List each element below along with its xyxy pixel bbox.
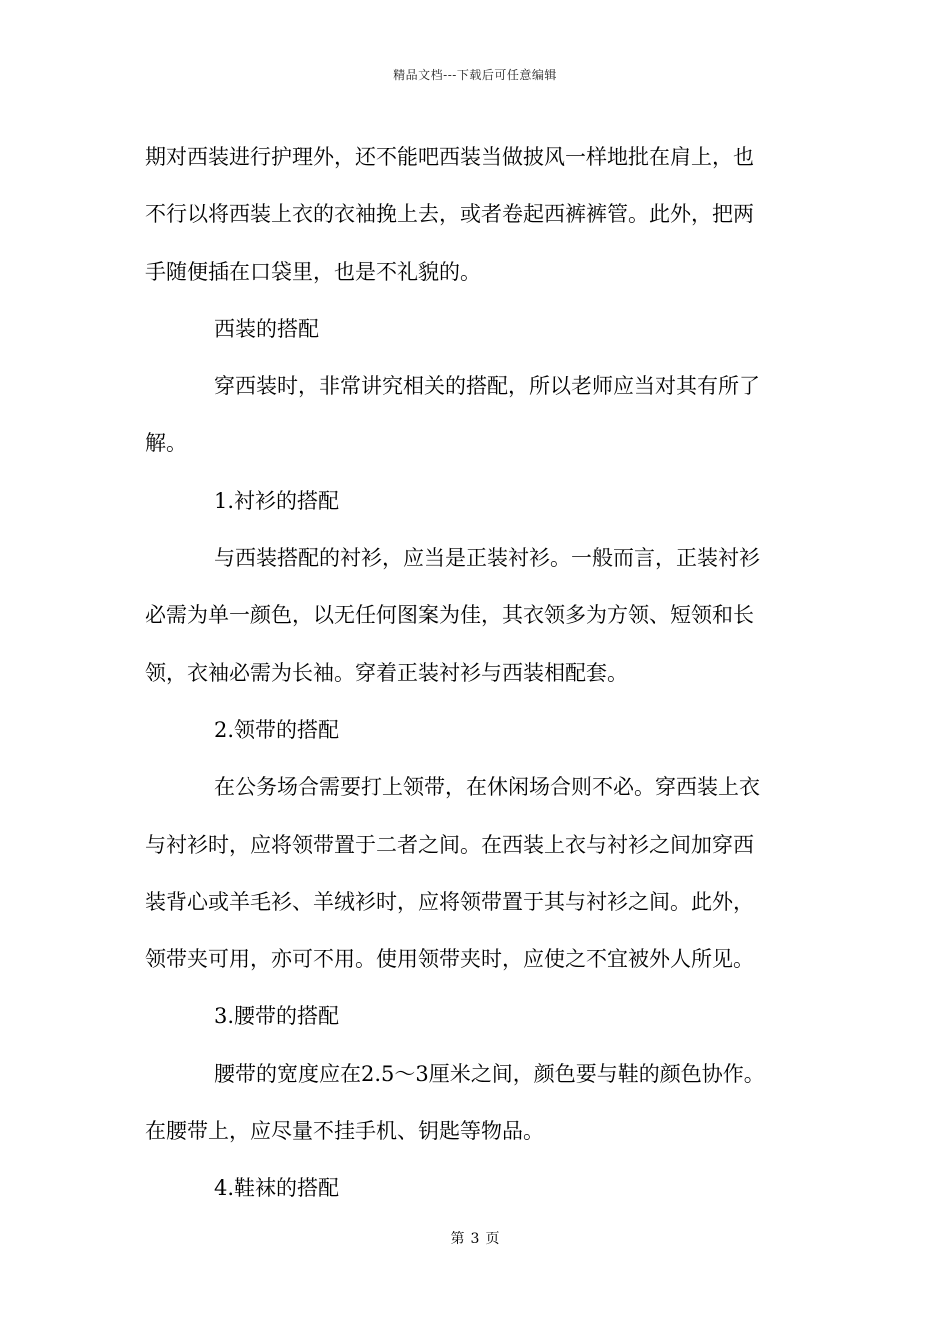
body-line: 期对西装进行护理外，还不能吧西装当做披风一样地批在肩上，也: [145, 145, 754, 169]
subsection-heading: 3.腰带的搭配: [214, 1004, 340, 1029]
page-header: 精品文档---下载后可任意编辑: [393, 68, 557, 82]
body-line: 必需为单一颜色，以无任何图案为佳，其衣领多为方领、短领和长: [145, 603, 754, 628]
body-line: 不行以将西装上衣的衣袖挽上去，或者卷起西裤裤管。此外，把两: [145, 202, 754, 227]
page-footer: [0, 1228, 950, 1248]
page-suffix: 页: [485, 1231, 500, 1247]
body-line: 解。: [145, 431, 187, 456]
body-line: 与衬衫时，应将领带置于二者之间。在西装上衣与衬衫之间加穿西: [145, 832, 754, 857]
subsection-heading: 1.衬衫的搭配: [214, 488, 340, 513]
body-line: 手随便插在口袋里，也是不礼貌的。: [145, 259, 481, 284]
body-line: 穿西装时，非常讲究相关的搭配，所以老师应当对其有所了: [214, 374, 760, 399]
section-heading: 西装的搭配: [214, 316, 319, 341]
body-line: 在腰带上，应尽量不挂手机、钥匙等物品。: [145, 1119, 544, 1144]
body-line: 在公务场合需要打上领带，在休闲场合则不必。穿西装上衣: [214, 775, 760, 800]
body-line: 装背心或羊毛衫、羊绒衫时，应将领带置于其与衬衫之间。此外，: [145, 889, 754, 914]
body-line: 腰带的宽度应在2.5～3厘米之间，颜色要与鞋的颜色协作。: [214, 1061, 765, 1086]
body-line: 领带夹可用，亦可不用。使用领带夹时，应使之不宜被外人所见。: [145, 947, 754, 972]
subsection-heading: 4.鞋袜的搭配: [214, 1176, 340, 1201]
document-body: [145, 129, 810, 1218]
page-prefix: 第: [450, 1231, 465, 1247]
page-number: 3: [470, 1231, 480, 1247]
body-line: 领，衣袖必需为长袖。穿着正装衬衫与西装相配套。: [145, 660, 628, 685]
body-line: 与西装搭配的衬衫，应当是正装衬衫。一般而言，正装衬衫: [214, 546, 760, 571]
subsection-heading: 2.领带的搭配: [214, 717, 340, 742]
